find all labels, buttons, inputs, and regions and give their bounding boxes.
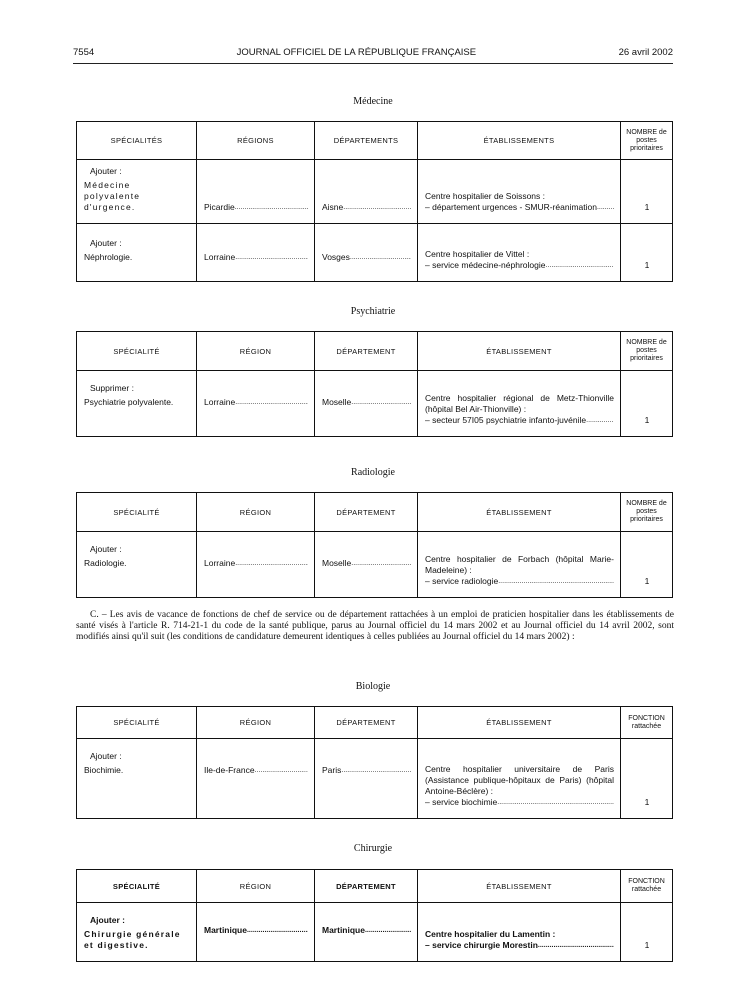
etablissement-name: Centre hospitalier de Forbach (hôpital Marie-Madeleine) : — [425, 554, 614, 575]
departement-cell — [315, 903, 418, 962]
etablissement-cell — [418, 160, 621, 224]
table-radiologie — [76, 492, 673, 598]
section-title-biologie: Biologie — [355, 681, 391, 692]
table-row — [77, 532, 673, 598]
table-row — [77, 903, 673, 962]
region-text: Lorraine — [204, 252, 236, 262]
action-label: Ajouter : — [90, 544, 122, 554]
etablissement-service: – secteur 57I05 psychiatrie infanto-juvénile — [425, 415, 587, 425]
col-header: RÉGION — [197, 493, 315, 532]
etablissement-service: – département urgences - SMUR-réanimation — [425, 202, 597, 212]
col-header: FONCTION rattachée — [621, 870, 673, 903]
table-chirurgie — [76, 869, 673, 962]
table-psychiatrie — [76, 331, 673, 437]
col-header: FONCTION rattachée — [621, 707, 673, 739]
etablissement-service: – service biochimie — [425, 797, 498, 807]
specialite-text: Radiologie. — [84, 558, 127, 568]
nombre-cell: 1 — [621, 532, 673, 598]
specialite-cell — [77, 160, 197, 224]
etablissement-cell — [418, 371, 621, 437]
nombre-cell: 1 — [621, 160, 673, 224]
table-row — [77, 371, 673, 437]
col-header: ÉTABLISSEMENT — [418, 332, 621, 371]
specialite-cell — [77, 903, 197, 962]
col-header: DÉPARTEMENT — [315, 870, 418, 903]
journal-title: JOURNAL OFFICIEL DE LA RÉPUBLIQUE FRANÇAISE — [236, 46, 477, 58]
region-cell — [197, 371, 315, 437]
table-biologie — [76, 706, 673, 819]
departement-text: Vosges — [322, 252, 350, 262]
nombre-cell: 1 — [621, 371, 673, 437]
departement-text: Martinique — [322, 925, 365, 935]
etablissement-name: Centre hospitalier régional de Metz-Thionville (hôpital Bel Air-Thionville) : — [425, 393, 614, 414]
col-header: SPÉCIALITÉ — [77, 332, 197, 371]
col-header: DÉPARTEMENT — [315, 493, 418, 532]
table-row — [77, 224, 673, 282]
action-label: Ajouter : — [90, 238, 122, 248]
col-header: SPÉCIALITÉ — [77, 707, 197, 739]
section-title-chirurgie: Chirurgie — [353, 843, 393, 854]
col-header: SPÉCIALITÉ — [77, 870, 197, 903]
table-row — [77, 739, 673, 819]
section-title-radiologie: Radiologie — [351, 467, 395, 478]
etablissement-name: Centre hospitalier de Vittel : — [425, 249, 530, 259]
col-header: RÉGION — [197, 870, 315, 903]
specialite-cell — [77, 532, 197, 598]
col-header: NOMBRE de postes prioritaires — [621, 493, 673, 532]
col-header: RÉGION — [197, 707, 315, 739]
col-header: ÉTABLISSEMENT — [418, 493, 621, 532]
section-title-medecine: Médecine — [353, 96, 393, 107]
col-header: DÉPARTEMENT — [315, 707, 418, 739]
nombre-cell: 1 — [621, 903, 673, 962]
departement-cell — [315, 224, 418, 282]
region-cell — [197, 224, 315, 282]
action-label: Ajouter : — [90, 166, 122, 176]
paragraph-c: C. – Les avis de vacance de fonctions de chef de service ou de département rattachées à un emploi de praticien hospitalier dans les établissements de santé visés à l'article R. 714-21-1 du code de la santé publique, parus au Journal officiel du 14 mars 2002 et au Journal officiel du 14 avril 2002, sont modifiés ainsi qu'il suit (les conditions de candidature demeurent identiques à celles publiées au Journal officiel du 14 mars 2002) : — [76, 610, 674, 642]
col-header: ÉTABLISSEMENT — [418, 870, 621, 903]
col-header: ÉTABLISSEMENTS — [418, 122, 621, 160]
header-rule — [73, 63, 673, 64]
specialite-cell — [77, 739, 197, 819]
region-text: Lorraine — [204, 397, 236, 407]
col-header: SPÉCIALITÉS — [77, 122, 197, 160]
etablissement-cell — [418, 903, 621, 962]
specialite-text: Médecine polyvalente d'urgence. — [84, 180, 141, 212]
section-title-psychiatrie: Psychiatrie — [350, 306, 396, 317]
col-header: NOMBRE de postes prioritaires — [621, 122, 673, 160]
specialite-text: Psychiatrie polyvalente. — [84, 397, 174, 407]
col-header: DÉPARTEMENT — [315, 332, 418, 371]
table-row — [77, 160, 673, 224]
departement-cell — [315, 532, 418, 598]
etablissement-service: – service radiologie — [425, 576, 499, 586]
region-cell — [197, 532, 315, 598]
etablissement-cell — [418, 739, 621, 819]
etablissement-cell — [418, 224, 621, 282]
table-medecine — [76, 121, 673, 282]
region-cell — [197, 739, 315, 819]
page-header — [73, 44, 673, 60]
specialite-cell — [77, 224, 197, 282]
action-label: Supprimer : — [90, 383, 134, 393]
region-text: Picardie — [204, 202, 235, 212]
region-text: Lorraine — [204, 558, 236, 568]
etablissement-name: Centre hospitalier universitaire de Paris (Assistance publique-hôpitaux de Paris) (hôpital Antoine-Béclère) : — [425, 764, 614, 796]
etablissement-service: – service chirurgie Morestin — [425, 940, 538, 950]
nombre-cell: 1 — [621, 739, 673, 819]
col-header: ÉTABLISSEMENT — [418, 707, 621, 739]
departement-text: Moselle — [322, 558, 352, 568]
action-label: Ajouter : — [90, 915, 125, 925]
nombre-cell: 1 — [621, 224, 673, 282]
departement-cell — [315, 160, 418, 224]
etablissement-name: Centre hospitalier de Soissons : — [425, 191, 546, 201]
specialite-text: Néphrologie. — [84, 252, 133, 262]
etablissement-service: – service médecine-néphrologie — [425, 260, 546, 270]
specialite-cell — [77, 371, 197, 437]
departement-cell — [315, 371, 418, 437]
col-header: SPÉCIALITÉ — [77, 493, 197, 532]
departement-text: Moselle — [322, 397, 352, 407]
departement-cell — [315, 739, 418, 819]
region-text: Ile-de-France — [204, 765, 255, 775]
specialite-text: Chirurgie générale et digestive. — [84, 929, 181, 950]
col-header: DÉPARTEMENTS — [315, 122, 418, 160]
action-label: Ajouter : — [90, 751, 122, 761]
region-cell — [197, 160, 315, 224]
issue-date: 26 avril 2002 — [618, 46, 673, 58]
col-header: NOMBRE de postes prioritaires — [621, 332, 673, 371]
specialite-text: Biochimie. — [84, 765, 124, 775]
etablissement-name: Centre hospitalier du Lamentin : — [425, 929, 556, 939]
etablissement-cell — [418, 532, 621, 598]
col-header: RÉGION — [197, 332, 315, 371]
col-header: RÉGIONS — [197, 122, 315, 160]
region-text: Martinique — [204, 925, 247, 935]
region-cell — [197, 903, 315, 962]
page-number: 7554 — [73, 46, 95, 58]
departement-text: Paris — [322, 765, 342, 775]
departement-text: Aisne — [322, 202, 344, 212]
